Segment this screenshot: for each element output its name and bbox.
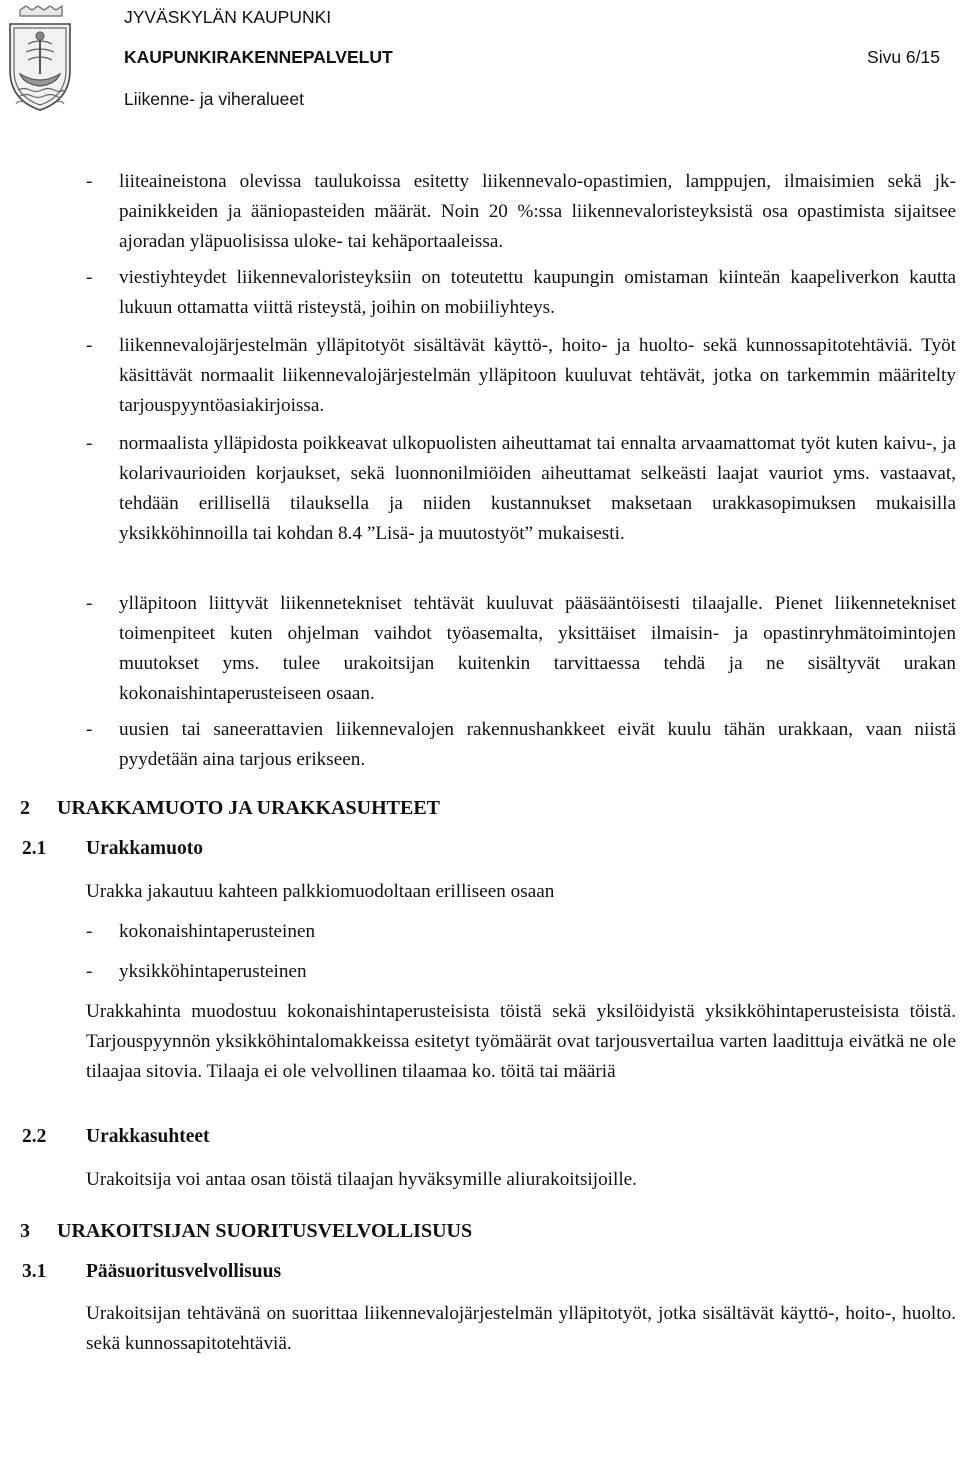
list-item <box>86 331 956 421</box>
section-heading <box>20 1220 472 1243</box>
bullet-dash: - <box>86 171 93 192</box>
subsection-heading <box>22 1261 281 1283</box>
section-heading <box>20 797 440 820</box>
list-item <box>86 167 956 257</box>
list-item-text: normaalista ylläpidosta poikkeavat ulkopuolisten aiheuttamat tai ennalta arvaamattomat työt kuten kaivu-, ja kolarivaurioiden korjaukset, sekä luonnonilmiöiden aiheuttamat selkeästi laajat vauriot yms. vastaavat, tehdään erillisellä tilauksella ja niiden kustannukset maksetaan urakkasopimuksen mukaisilla yksikköhinnoilla tai kohdan 8.4 ”Lisä- ja muutostyöt” mukaisesti. <box>119 433 956 544</box>
list-item <box>86 263 956 323</box>
subsection-number: 2.2 <box>22 1126 47 1147</box>
bullet-dash: - <box>86 267 93 288</box>
section-title: URAKOITSIJAN SUORITUSVELVOLLISUUS <box>57 1220 473 1242</box>
paragraph: Urakoitsija voi antaa osan töistä tilaajan hyväksymille aliurakoitsijoille. <box>86 1169 637 1190</box>
subsection-title: Urakkamuoto <box>86 838 204 859</box>
list-item-text: ylläpitoon liittyvät liikennetekniset tehtävät kuuluvat pääsääntöisesti tilaajalle. Pienet liikennetekniset toimenpiteet kuten ohjelman vaihdot työasemalta, yksittäiset ilmaisin- ja opastinryhmätoimintojen muutokset yms. tulee urakoitsijan kuitenkin tarvittaessa tehdä ja ne sisältyvät urakan kokonaishintaperusteiseen osaan. <box>119 593 956 704</box>
paragraph: Urakkahinta muodostuu kokonaishintaperusteisista töistä sekä yksilöidyistä yksikköhintaperusteisista töistä. Tarjouspyynnön yksikköhintalomakkeissa esitetyt työmäärät ovat tarjousvertailua varten laadittuja eivätkä ne ole tilaajaa sitovia. Tilaaja ei ole velvollinen tilaamaa ko. töitä tai määriä <box>86 1001 956 1082</box>
bullet-dash: - <box>86 719 93 740</box>
list-item-text: kokonaishintaperusteinen <box>119 921 316 942</box>
paragraph: Urakoitsijan tehtävänä on suorittaa liikennevalojärjestelmän ylläpitotyöt, jotka sisältävät käyttö-, hoito-, huolto. sekä kunnossapitotehtäviä. <box>86 1303 956 1354</box>
subsection-number: 2.1 <box>22 838 47 859</box>
header-department: KAUPUNKIRAKENNEPALVELUT <box>124 47 393 67</box>
page-number: Sivu 6/15 <box>867 47 940 67</box>
section-title: URAKKAMUOTO JA URAKKASUHTEET <box>57 797 441 819</box>
list-item-text: yksikköhintaperusteinen <box>119 961 307 982</box>
subsection-title: Pääsuoritusvelvollisuus <box>86 1261 282 1282</box>
section-number: 3 <box>20 1220 30 1242</box>
list-item <box>86 715 956 775</box>
header-unit: Liikenne- ja viheralueet <box>124 89 304 109</box>
city-coat-of-arms-logo <box>6 4 74 112</box>
list-item <box>86 429 956 549</box>
bullet-dash: - <box>86 961 93 982</box>
bullet-dash: - <box>86 433 93 454</box>
bullet-dash: - <box>86 335 93 356</box>
subsection-heading <box>22 1126 210 1148</box>
list-item <box>86 589 956 709</box>
bullet-dash: - <box>86 921 93 942</box>
subsection-heading <box>22 838 203 860</box>
list-item-text: liikennevalojärjestelmän ylläpitotyöt sisältävät käyttö-, hoito- ja huolto- sekä kunnossapitotehtäviä. Työt käsittävät normaalit liikennevalojärjestelmän ylläpitoon kuuluvat tehtävät, jotka on tarkemmin määritelty tarjouspyyntöasiakirjoissa. <box>119 335 956 416</box>
paragraph: Urakka jakautuu kahteen palkkiomuodoltaan erilliseen osaan <box>86 881 555 902</box>
list-item-text: uusien tai saneerattavien liikennevalojen rakennushankkeet eivät kuulu tähän urakkaan, vaan niistä pyydetään aina tarjous erikseen. <box>119 719 956 770</box>
header-city-name: JYVÄSKYLÄN KAUPUNKI <box>124 7 332 27</box>
list-item-text: liiteaineistona olevissa taulukoissa esitetty liikennevalo-opastimien, lamppujen, ilmaisimien sekä jk-painikkeiden ja ääniopasteiden määrät. Noin 20 %:ssa liikennevaloristeyksistä osa opastimista sijaitsee ajoradan yläpuolisissa uloke- tai kehäportaaleissa. <box>119 171 956 252</box>
list-item-text: viestiyhteydet liikennevaloristeyksiin on toteutettu kaupungin omistaman kiinteän kaapeliverkon kautta lukuun ottamatta viittä risteystä, joihin on mobiiliyhteys. <box>119 267 956 318</box>
section-number: 2 <box>20 797 30 819</box>
list-item <box>86 917 956 947</box>
list-item <box>86 957 956 987</box>
subsection-number: 3.1 <box>22 1261 47 1282</box>
subsection-title: Urakkasuhteet <box>86 1126 210 1147</box>
bullet-dash: - <box>86 593 93 614</box>
